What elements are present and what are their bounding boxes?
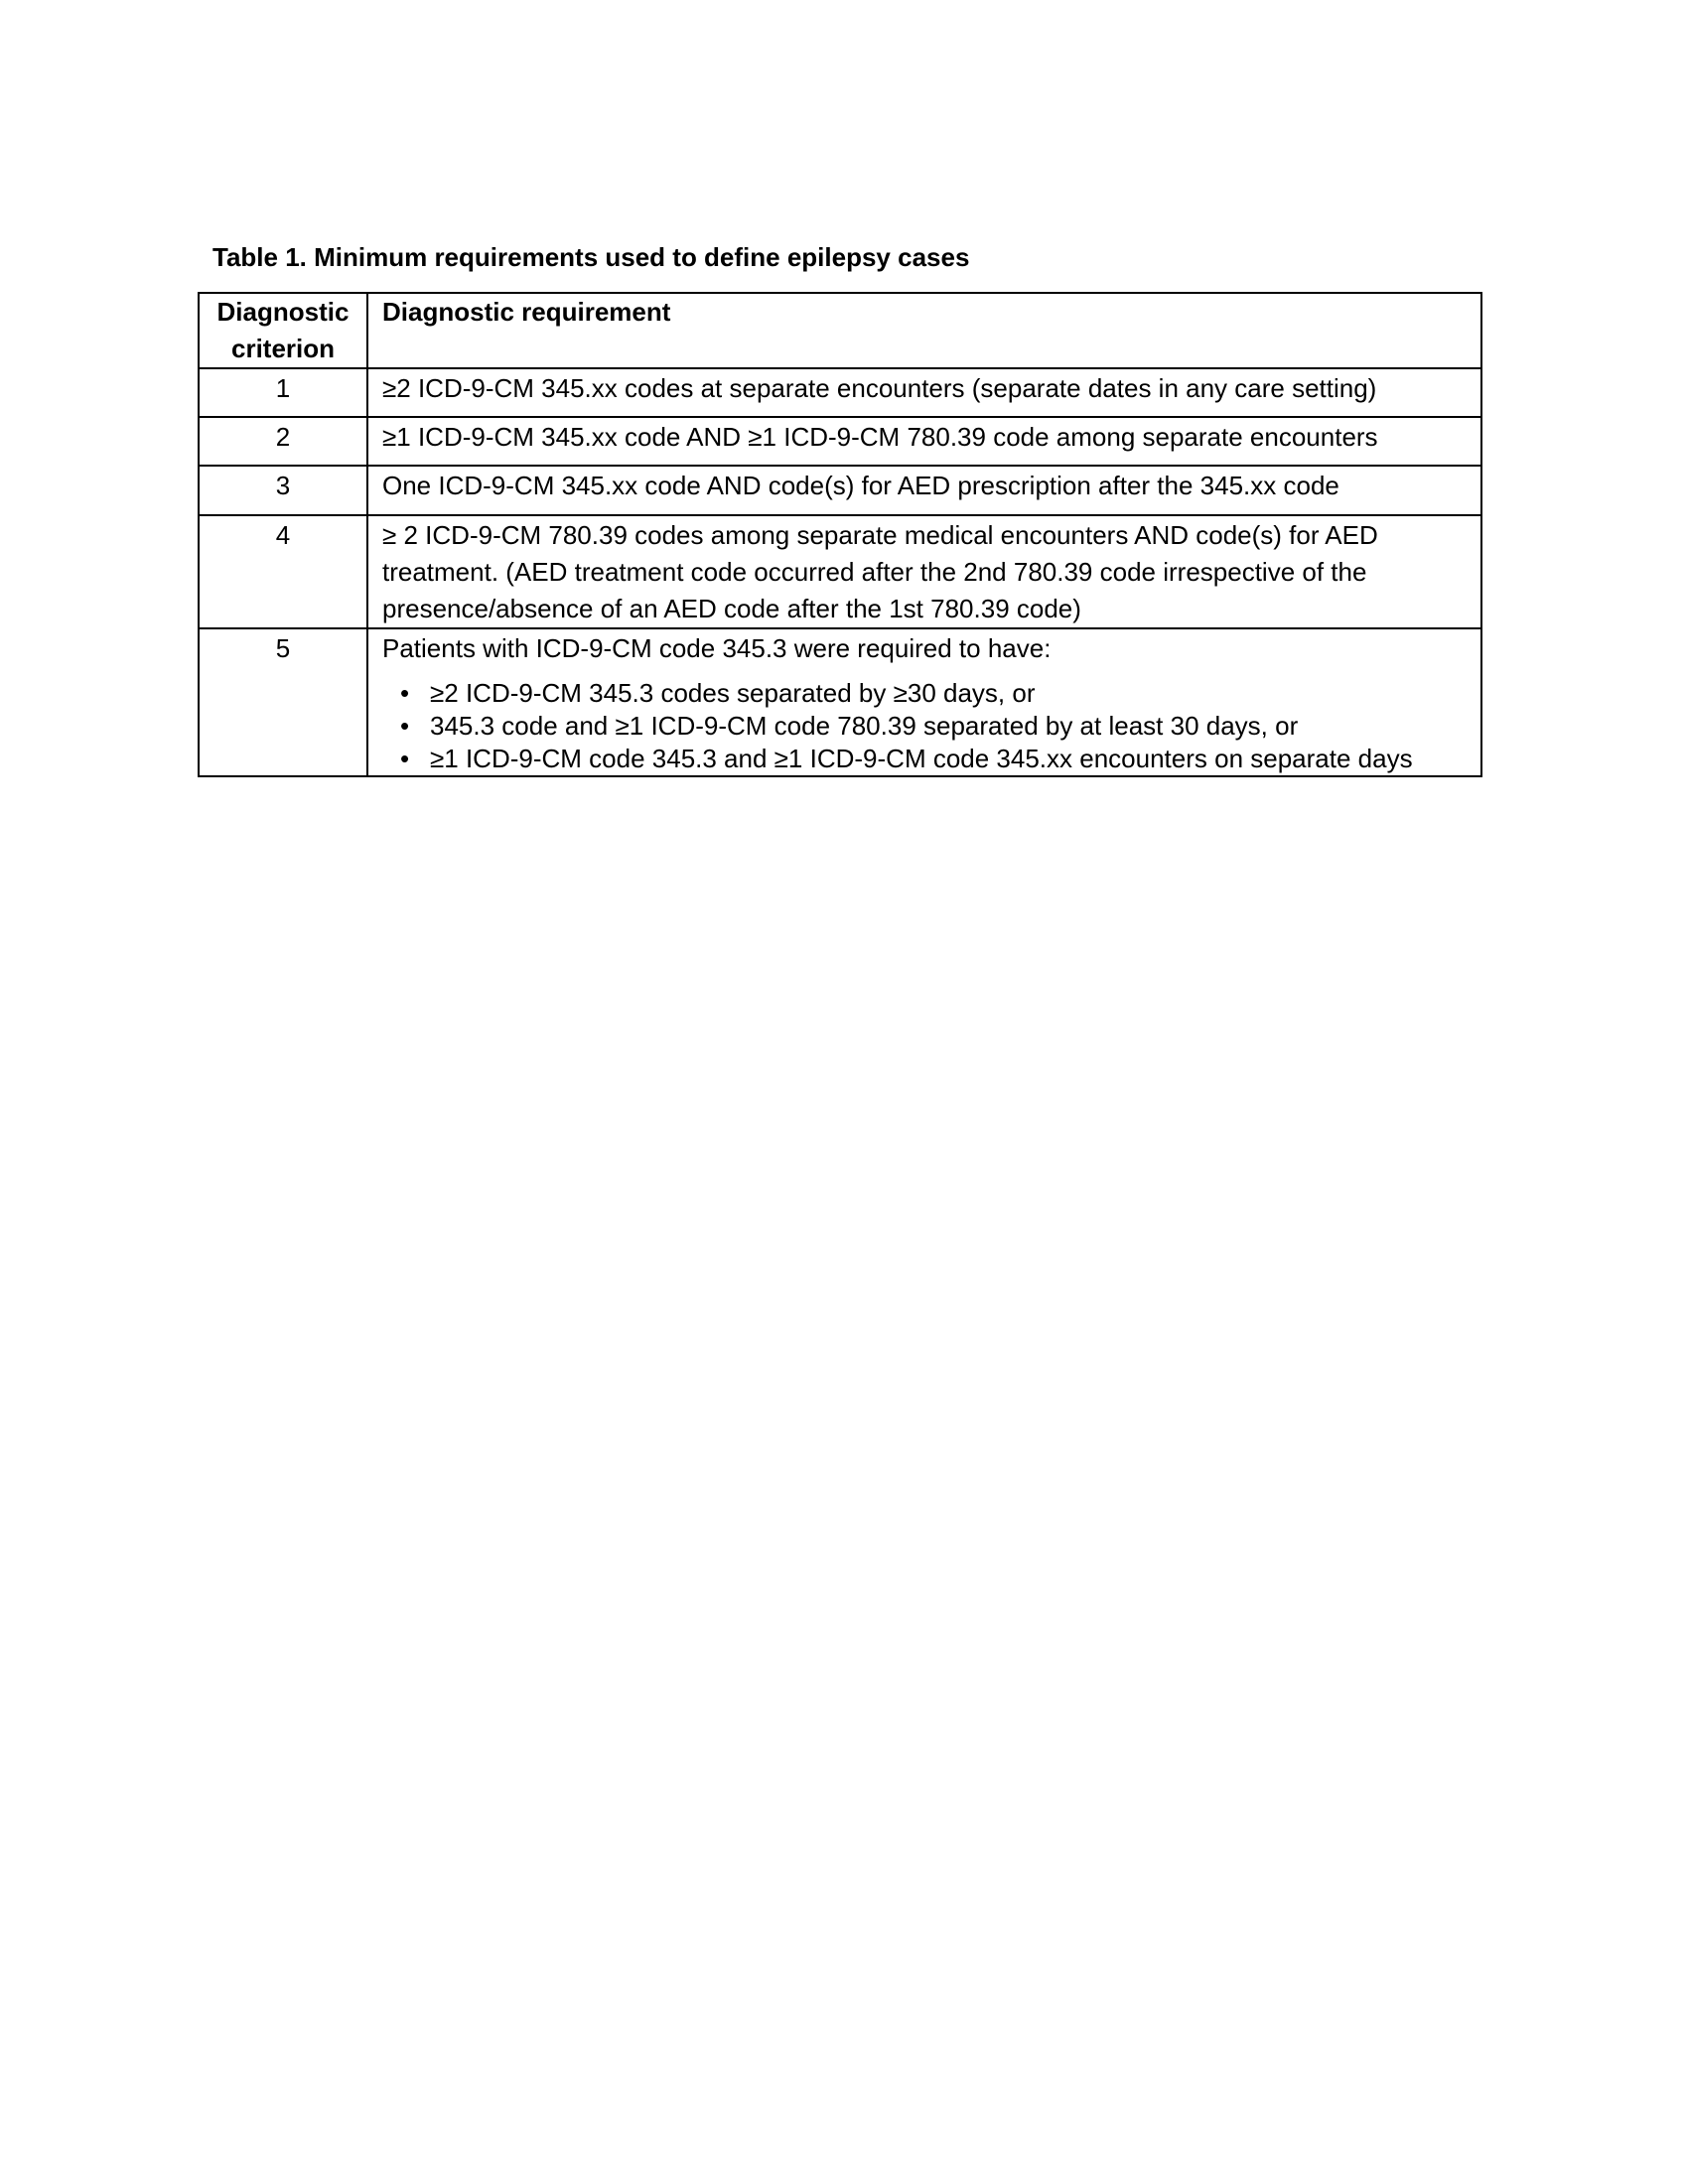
- criterion-cell: 3: [199, 466, 367, 515]
- header-diagnostic-criterion: Diagnostic criterion: [199, 293, 367, 368]
- bullet-item: • ≥1 ICD-9-CM code 345.3 and ≥1 ICD-9-CM code 345.xx encounters on separate days: [430, 743, 1469, 775]
- requirement-bullet-list: [382, 677, 1469, 775]
- criterion-cell: 5: [199, 628, 367, 776]
- table-row: [199, 515, 1481, 628]
- requirement-cell: ≥2 ICD-9-CM 345.xx codes at separate encounters (separate dates in any care setting): [367, 368, 1481, 417]
- table-header-row: [199, 293, 1481, 368]
- requirement-cell: ≥1 ICD-9-CM 345.xx code AND ≥1 ICD-9-CM 780.39 code among separate encounters: [367, 417, 1481, 466]
- requirement-intro: Patients with ICD-9-CM code 345.3 were required to have:: [382, 633, 1052, 663]
- requirement-cell: ≥ 2 ICD-9-CM 780.39 codes among separate medical encounters AND code(s) for AED treatment. (AED treatment code occurred after the 2nd 780.39 code irrespective of the presence/absence of an AED code after the 1st 780.39 code): [367, 515, 1481, 628]
- criterion-cell: 1: [199, 368, 367, 417]
- table-row: [199, 628, 1481, 776]
- table-row: [199, 417, 1481, 466]
- criterion-cell: 4: [199, 515, 367, 628]
- criterion-cell: 2: [199, 417, 367, 466]
- header-diagnostic-requirement: Diagnostic requirement: [367, 293, 1481, 368]
- table-row: [199, 368, 1481, 417]
- bullet-item: • 345.3 code and ≥1 ICD-9-CM code 780.39 separated by at least 30 days, or: [430, 710, 1469, 743]
- requirement-cell: One ICD-9-CM 345.xx code AND code(s) for AED prescription after the 345.xx code: [367, 466, 1481, 515]
- table-row: [199, 466, 1481, 515]
- requirement-cell: [367, 628, 1481, 776]
- table-caption: Table 1. Minimum requirements used to define epilepsy cases: [212, 242, 970, 272]
- bullet-item: • ≥2 ICD-9-CM 345.3 codes separated by ≥30 days, or: [430, 677, 1469, 710]
- epilepsy-requirements-table: [198, 292, 1482, 777]
